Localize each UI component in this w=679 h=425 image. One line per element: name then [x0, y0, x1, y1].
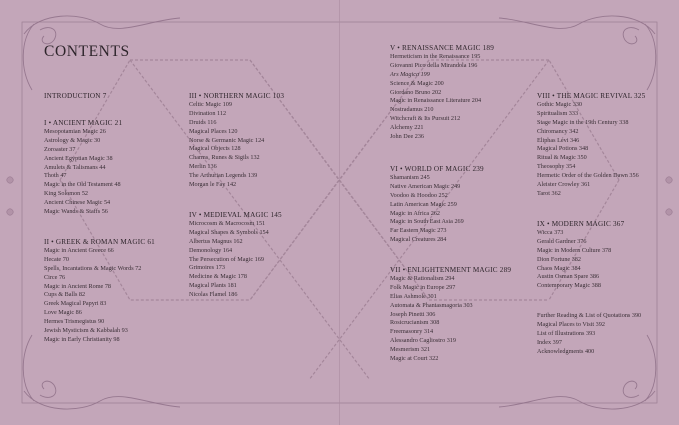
toc-entry: Eliphas Lévi 346: [537, 136, 580, 144]
toc-entry: Science & Magic 200: [390, 79, 444, 87]
section-heading-6: VI • WORLD OF MAGIC 239: [390, 165, 484, 173]
toc-entry: Magical Places to Visit 392: [537, 320, 605, 328]
toc-entry: Nicolas Flamel 186: [189, 291, 238, 299]
toc-entry: Magical Creatures 284: [390, 236, 447, 244]
toc-entry: Gothic Magic 330: [537, 101, 583, 108]
toc-entry: Alchemy 221: [390, 124, 424, 132]
toc-entry: Cups & Balls 82: [44, 291, 86, 299]
toc-entry: Magic in the Old Testament 48: [44, 181, 121, 189]
toc-entry: Hecate 70: [44, 255, 69, 263]
toc-entry: Voodoo & Hoodoo 252: [390, 191, 448, 199]
toc-entry: Chiromancy 342: [537, 127, 579, 135]
toc-entry: Magic in South East Asia 269: [390, 218, 464, 226]
toc-entry: Ancient Chinese Magic 54: [44, 199, 111, 207]
toc-entry: Wicca 373: [537, 229, 564, 236]
section-entries-5: [390, 53, 481, 142]
toc-entry: Medicine & Magic 178: [189, 273, 247, 281]
section-heading-9: IX • MODERN MAGIC 367: [537, 220, 625, 228]
toc-entry: Divination 112: [189, 109, 227, 117]
toc-entry: King Solomon 52: [44, 190, 89, 198]
toc-entry: Magical Places 120: [189, 127, 238, 135]
toc-entry: Freemasonry 314: [390, 328, 434, 336]
toc-entry: Greek Magical Papyri 83: [44, 300, 107, 308]
toc-entry: Zoroaster 37: [44, 145, 76, 153]
toc-entry: Magic in Ancient Greece 66: [44, 247, 114, 254]
toc-entry: Demonology 164: [189, 246, 233, 254]
section-heading-3: III • NORTHERN MAGIC 103: [189, 92, 285, 100]
toc-entry: Jewish Mysticism & Kabbalah 93: [44, 327, 128, 335]
toc-entry: Celtic Magic 109: [189, 101, 232, 108]
toc-entry: Druids 116: [189, 118, 217, 126]
section-entries-2: [44, 247, 141, 345]
toc-entry: Magic in Ancient Rome 78: [44, 282, 112, 290]
section-entries-9: [537, 229, 611, 291]
toc-entry: Spiritualism 333: [537, 109, 579, 117]
toc-entry: Magic in Renaissance Literature 204: [390, 97, 482, 105]
toc-entry: Microcosm & Macrocosm 151: [189, 220, 266, 227]
toc-entry: Morgan le Fay 142: [189, 181, 237, 189]
introduction-entry: INTRODUCTION 7: [44, 92, 107, 100]
toc-entry: Magical Plants 181: [189, 282, 237, 290]
toc-entry: The Persecution of Magic 169: [189, 255, 264, 263]
toc-entry: Folk Magic in Europe 297: [390, 283, 456, 291]
toc-entry: Giordano Bruno 202: [390, 88, 442, 96]
toc-entry: Dion Fortune 382: [537, 255, 581, 263]
toc-entry: Giovanni Pico della Mirandola 196: [390, 61, 478, 69]
toc-entry: Circe 76: [44, 273, 66, 281]
toc-entry: Hermetic Order of the Golden Dawn 356: [537, 172, 639, 180]
toc-entry: Ritual & Magic 350: [537, 154, 587, 162]
toc-entry: Hermes Trismegistus 90: [44, 318, 105, 326]
toc-entry: Magic in Modern Culture 378: [537, 246, 612, 254]
toc-entry: Native American Magic 249: [390, 182, 461, 190]
toc-entry: Magic Wands & Staffs 56: [44, 208, 108, 216]
toc-entry: The Arthurian Legends 139: [189, 172, 258, 180]
toc-entry: Theosophy 354: [537, 163, 576, 171]
toc-entry: Thoth 47: [44, 172, 67, 180]
toc-entry: List of Illustrations 393: [537, 329, 596, 337]
toc-entry: Automata & Phantasmagoria 303: [390, 301, 473, 309]
toc-entry: Magic in Africa 262: [390, 209, 441, 217]
toc-entry: Far Eastern Magic 273: [390, 227, 447, 235]
toc-entry: Amulets & Talismans 44: [44, 163, 106, 171]
section-entries-6: [390, 174, 464, 245]
toc-entry: Magic at Court 322: [390, 355, 439, 363]
toc-entry: Further Reading & List of Quotations 390: [537, 312, 642, 319]
toc-entry: Ancient Egyptian Magic 38: [44, 154, 113, 162]
toc-entry: John Dee 236: [390, 133, 425, 141]
toc-entry: Mesopotamian Magic 26: [44, 128, 106, 135]
section-entries-8: [537, 101, 639, 199]
toc-entry: Love Magic 86: [44, 309, 82, 317]
toc-entry: Magical Shapes & Symbols 154: [189, 228, 269, 236]
toc-entry: Norse & Germanic Magic 124: [189, 136, 265, 144]
toc-entry: Gerald Gardner 376: [537, 237, 587, 245]
toc-entry: Stage Magic in the 19th Century 338: [537, 118, 629, 126]
toc-entry: Contemporary Magic 388: [537, 282, 601, 290]
toc-entry: Witchcraft & Its Pursuit 212: [390, 115, 461, 123]
toc-entry: Magic in Early Christianity 98: [44, 335, 120, 343]
toc-entry: Astrology & Magic 30: [44, 136, 101, 144]
toc-entry: Charms, Runes & Sigils 132: [189, 154, 260, 162]
toc-entry: Spells, Incantations & Magic Words 72: [44, 264, 142, 272]
toc-entry: Mesmerism 321: [390, 346, 431, 354]
section-entries-7: [390, 275, 473, 364]
toc-entry: Austin Osman Spare 386: [537, 273, 600, 281]
toc-entry: Shamanism 245: [390, 174, 430, 181]
toc-entry: Tarot 362: [537, 189, 561, 197]
toc-entry: Acknowledgments 400: [537, 347, 595, 355]
toc-entry: Merlin 136: [189, 163, 217, 171]
section-heading-4: IV • MEDIEVAL MAGIC 145: [189, 211, 282, 219]
toc-entry: Albertus Magnus 162: [189, 237, 243, 245]
back-matter-entries: [537, 312, 641, 356]
section-heading-1: I • ANCIENT MAGIC 21: [44, 119, 123, 127]
section-entries-1: [44, 128, 121, 217]
section-heading-2: II • GREEK & ROMAN MAGIC 61: [44, 238, 155, 246]
section-heading-7: VII • ENLIGHTENMENT MAGIC 289: [390, 266, 512, 274]
toc-entry: Elias Ashmole 301: [390, 292, 437, 300]
toc-entry: Magical Objects 128: [189, 145, 241, 153]
toc-entry: Magical Potions 348: [537, 145, 589, 153]
toc-entry: Index 397: [537, 338, 562, 346]
section-entries-4: [189, 220, 269, 300]
toc-entry: Ars Magica 199: [390, 70, 430, 78]
toc-entry: Chaos Magic 384: [537, 264, 581, 272]
section-entries-3: [189, 101, 264, 190]
section-heading-8: VIII • THE MAGIC REVIVAL 325: [537, 92, 646, 100]
toc-entry: Nostradamus 210: [390, 106, 434, 114]
toc-entry: Joseph Pinetti 306: [390, 310, 436, 318]
toc-entry: Alessandro Cagliostro 319: [390, 337, 456, 345]
toc-entry: Latin American Magic 259: [390, 200, 457, 208]
toc-entry: Magic & Rationalism 294: [390, 275, 455, 282]
toc-entry: Hermeticism in the Renaissance 195: [390, 53, 481, 60]
toc-entry: Aleister Crowley 361: [537, 181, 591, 189]
toc-entry: Grimoires 173: [189, 264, 225, 272]
section-heading-5: V • RENAISSANCE MAGIC 189: [390, 44, 495, 52]
toc-entry: Rosicrucianism 308: [390, 319, 440, 327]
page-title: CONTENTS: [44, 43, 130, 60]
